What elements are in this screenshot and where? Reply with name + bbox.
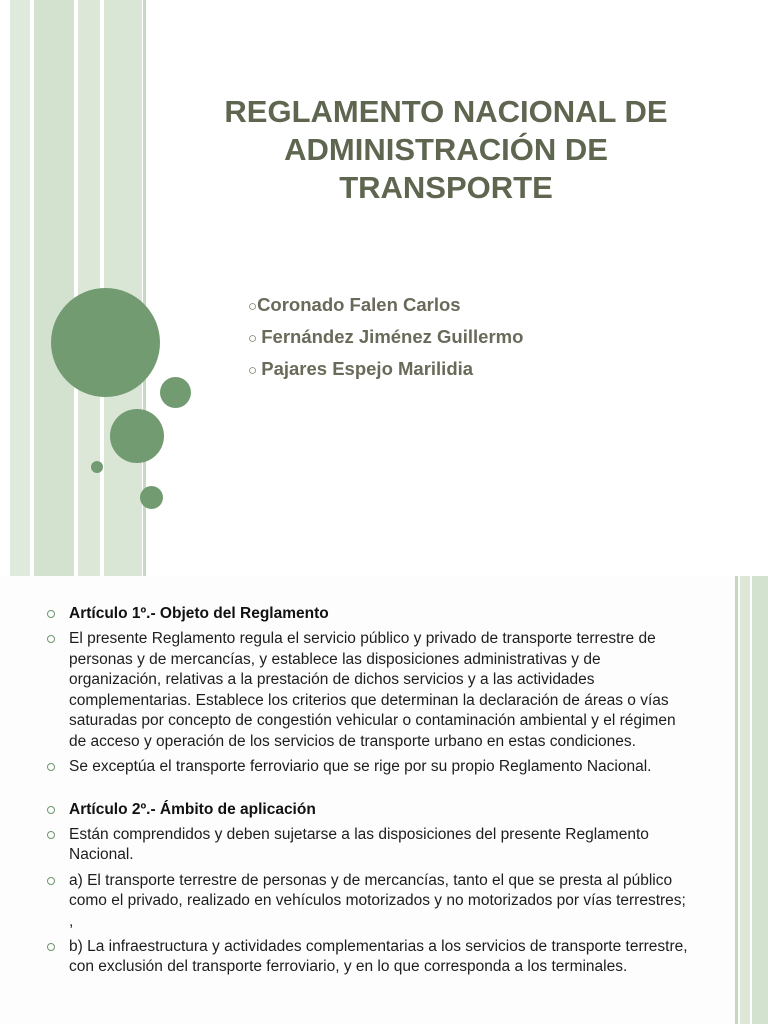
author-item [248, 290, 523, 322]
hollow-circle-icon [47, 610, 55, 618]
title-line: ADMINISTRACIÓN DE [284, 132, 608, 167]
paragraph-text: b) La infraestructura y actividades complementarias a los servicios de transporte terrestre, con exclusión del transporte ferroviario, y en lo que corresponda a los terminales. [69, 937, 688, 976]
paragraph-text: Se exceptúa el transporte ferroviario que se rige por su propio Reglamento Nacional. [69, 758, 652, 776]
decorative-band [10, 0, 30, 576]
paragraph-text: El presente Reglamento regula el servicio público y privado de transporte terrestre de personas y de mercancías, y establece las disposiciones administrativas y de organización, relativas a la prestación de dichos servicios y a las actividades complementarias. Establece los criterios que determinan la declaración de áreas o vías saturadas por concepto de congestión vehicular o contaminación ambiental y el régimen de acceso y operación de los servicios de transporte urbano en estas condiciones. [69, 630, 676, 751]
author-item [248, 354, 523, 386]
list-item [44, 757, 694, 778]
hollow-circle-icon [47, 806, 55, 814]
decorative-band [34, 0, 74, 576]
list-item [44, 604, 694, 625]
hollow-circle-icon [47, 635, 55, 643]
decorative-circle-large [51, 288, 160, 397]
hollow-circle-icon [47, 831, 55, 839]
hollow-circle-icon: ○ [248, 298, 258, 315]
decorative-band [740, 576, 750, 1024]
decorative-line [735, 576, 738, 1024]
list-item [44, 825, 694, 866]
article-list [44, 604, 694, 983]
title-line: REGLAMENTO NACIONAL DE [224, 94, 668, 129]
title-line: TRANSPORTE [339, 170, 553, 205]
paragraph-text: a) El transporte terrestre de personas y de mercancías, tanto el que se presta al público como el privado, realizado en vehículos motorizados y no motorizados por vías terrestres; , [69, 871, 686, 930]
content-slide [0, 576, 768, 1024]
decorative-circle-dot [91, 461, 103, 473]
decorative-circle-small [140, 486, 163, 509]
author-name: Pajares Espejo Marilidia [261, 358, 474, 379]
hollow-circle-icon [47, 763, 55, 771]
decorative-circle-small [160, 377, 191, 408]
hollow-circle-icon: ○ [248, 362, 262, 379]
article-heading: Artículo 2º.- Ámbito de aplicación [69, 800, 316, 818]
author-name: Coronado Falen Carlos [257, 294, 461, 315]
decorative-circle-medium [110, 409, 164, 463]
author-name: Fernández Jiménez Guillermo [261, 326, 524, 347]
article-heading: Artículo 1º.- Objeto del Reglamento [69, 605, 329, 622]
hollow-circle-icon [47, 943, 55, 951]
list-item [44, 800, 694, 821]
author-item [248, 322, 523, 354]
list-item [44, 937, 694, 978]
list-item [44, 629, 694, 753]
decorative-band [752, 576, 768, 1024]
hollow-circle-icon: ○ [248, 330, 262, 347]
author-list [248, 290, 523, 386]
hollow-circle-icon [47, 877, 55, 885]
paragraph-text: Están comprendidos y deben sujetarse a las disposiciones del presente Reglamento Nacional. [69, 825, 649, 864]
slide-title [196, 93, 696, 207]
list-item [44, 871, 694, 933]
